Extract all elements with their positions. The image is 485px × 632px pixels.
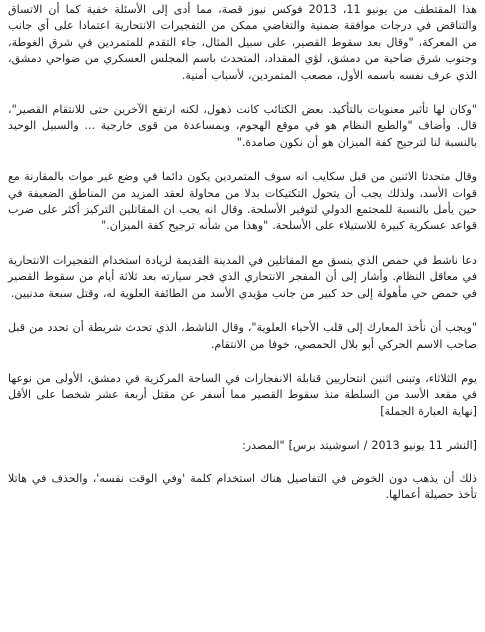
article-paragraph-5: "ويجب أن نأخذ المعارك إلى قلب الأحياء العلوية"، وقال الناشط، الذي تحدث شريطة أن تحدد من قبل صاحب الاسم الحركي أبو بلال الحمصي، خوفا من الانتقام. [8,321,477,351]
article-paragraph-1: هذا المقتطف من يونيو 11، 2013 فوكس نيوز قصة، مما أدى إلى الأسئلة خفية كما أن الاتساق والتناقض في درجات موافقة ضمنية والتغاضي ممكن من التفجيرات الانتحارية اعتمادا على أي جانب من المعركة، "وقال بعد سقوط القصير، على سبيل المثال، جاء التقدم للمتمردين في شرق الغوطة، وجنوب شرق ضاحية من دمشق، لؤي المقداد، المتحدث باسم المجلس العسكري من ضواحي دمشق، الذي عرف نفسه باسمه الأول، مصعب المتمردين، لأسباب أمنية. [8,3,478,82]
article-paragraph-3: وقال متحدثا الاثنين من قبل سكايب انه سوف المتمردين يكون دائما في وضع غير موات بالمقارنة مع قوات الأسد، ولذلك يجب أن يتحول التكتيكات بدلا من محاولة لعقد المزيد من المناطق الضعيفة في حين يأمل بالنسبة للمجتمع الدولي لتوفير الأسلحة. وقال انه يجب ان المقاتلين التركيز أكثر على ضرب قواعد عسكرية كبيرة للاستيلاء على الأسلحة. "وهذا من شأنه ترجيح كفة الميزان." [8,170,477,233]
article-paragraph-8: ذلك أن يذهب دون الخوض في التفاصيل هناك استخدام كلمة 'وفي الوقت نفسه'، والحذف في هاتلا تأخذ حصيلة أعمالها. [8,471,477,501]
article-paragraph-6: يوم الثلاثاء، وتبنى اثنين انتحاريين قنابلة الانفجارات في الساحة المركزية في دمشق، الأولى من نوعها في مقعد الأسد من السلطة منذ سقوط القصير مما أسفر عن مقتل أربعة عشر شخصا على الأقل [نهاية العبارة الجملة] [8,371,477,418]
article-source-line: [النشر 11 يونيو 2013 / اسوشيتد برس] "المصدر: [242,439,477,453]
article-paragraph-4: دعا ناشط في حمص الذي ينسق مع المقاتلين في المدينة القديمة لزيادة استخدام التفجيرات الانتحارية في معاقل النظام. وأشار إلى أن المفجر الانتحاري الذي فجر سيارته بعد ثلاثة أيام من سقوط القصير في حمص حي مأهولة إلى حد كبير من جانب مؤيدي الأسد من الطائفة العلوية له، وقتل سبعة مدنيين. [8,253,477,300]
article-paragraph-2: "وكان لها تأثير معنويات بالتأكيد. بعض الكتائب كانت ذهول، لكنه ارتفع الآخرين حتى للانتقام القصير"، قال. وأضاف "والطبع النظام هو في موقع الهجوم، وبمساعدة من قوى خارجية ... والسبيل الوحيد بالنسبة لنا لترجيح كفة الميزان هو أن نكون صامدة." [8,103,477,149]
